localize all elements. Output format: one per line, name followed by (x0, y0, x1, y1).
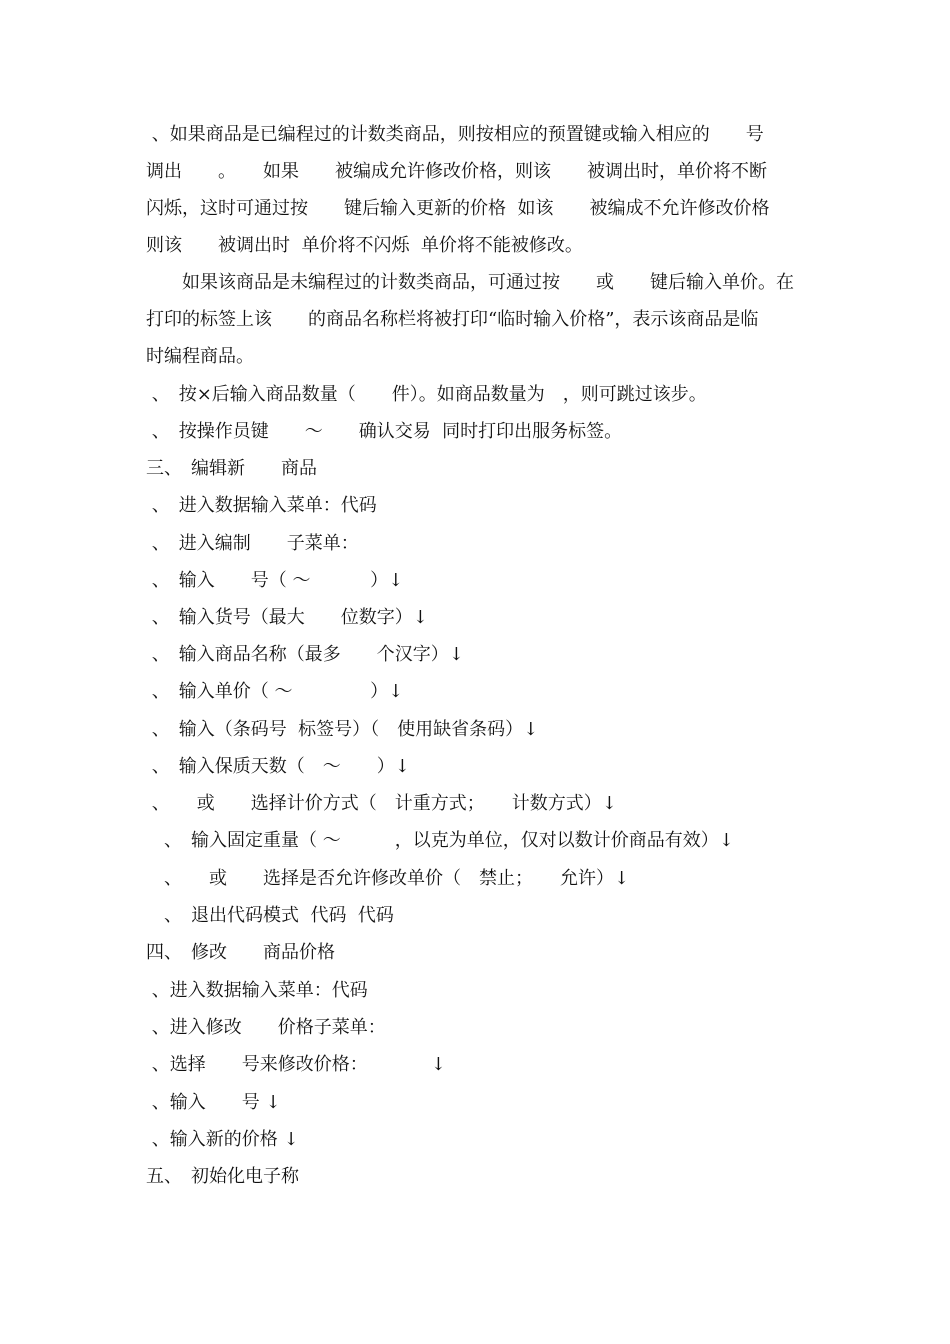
text-line: 如果该商品是未编程过的计数类商品，可通过按 或 键后输入单价。在 (146, 272, 794, 293)
text-line: 、 或 选择计价方式（ 计重方式； 计数方式）↓ (146, 793, 617, 814)
text-line: 、 或 选择是否允许修改单价（ 禁止； 允许）↓ (146, 868, 630, 889)
text-line: 、 按×后输入商品数量（ 件）。如商品数量为 ，则可跳过该步。 (146, 384, 707, 405)
text-line: 、输入 号 ↓ (146, 1092, 281, 1113)
text-line: 、输入新的价格 ↓ (146, 1129, 299, 1150)
text-line: 、 输入保质天数（ ～ ）↓ (146, 756, 410, 777)
text-line: 、 按操作员键 ～ 确认交易 同时打印出服务标签。 (146, 421, 623, 442)
section-heading: 四、 修改 商品价格 (146, 942, 335, 963)
text-line: 、 进入编制 子菜单： (146, 533, 359, 554)
text-line: 、进入修改 价格子菜单： (146, 1017, 386, 1038)
text-line: 、如果商品是已编程过的计数类商品，则按相应的预置键或输入相应的 号 (146, 124, 764, 145)
text-line: 、 输入单价（ ～ ）↓ (146, 681, 404, 702)
text-line: 打印的标签上该 的商品名称栏将被打印“临时输入价格”，表示该商品是临 (146, 309, 759, 330)
text-line: 闪烁，这时可通过按 键后输入更新的价格 如该 被编成不允许修改价格 (146, 198, 770, 219)
text-line: 调出 。 如果 被编成允许修改价格，则该 被调出时，单价将不断 (146, 161, 767, 182)
text-line: 、进入数据输入菜单：代码 (146, 980, 368, 1001)
text-line: 、 输入 号（ ～ ）↓ (146, 570, 404, 591)
text-line: 时编程商品。 (146, 346, 254, 367)
section-heading: 五、 初始化电子称 (146, 1166, 299, 1187)
section-heading: 三、 编辑新 商品 (146, 458, 317, 479)
text-line: 、 输入固定重量（ ～ ，以克为单位，仅对以数计价商品有效）↓ (146, 830, 734, 851)
text-line: 、选择 号来修改价格： ↓ (146, 1054, 446, 1075)
text-line: 、 进入数据输入菜单：代码 (146, 495, 377, 516)
text-line: 、 输入货号（最大 位数字）↓ (146, 607, 428, 628)
text-line: 、 退出代码模式 代码 代码 (146, 905, 394, 926)
text-line: 、 输入商品名称（最多 个汉字）↓ (146, 644, 464, 665)
text-line: 则该 被调出时 单价将不闪烁 单价将不能被修改。 (146, 235, 583, 256)
text-line: 、 输入（条码号 标签号）（ 使用缺省条码）↓ (146, 719, 539, 740)
